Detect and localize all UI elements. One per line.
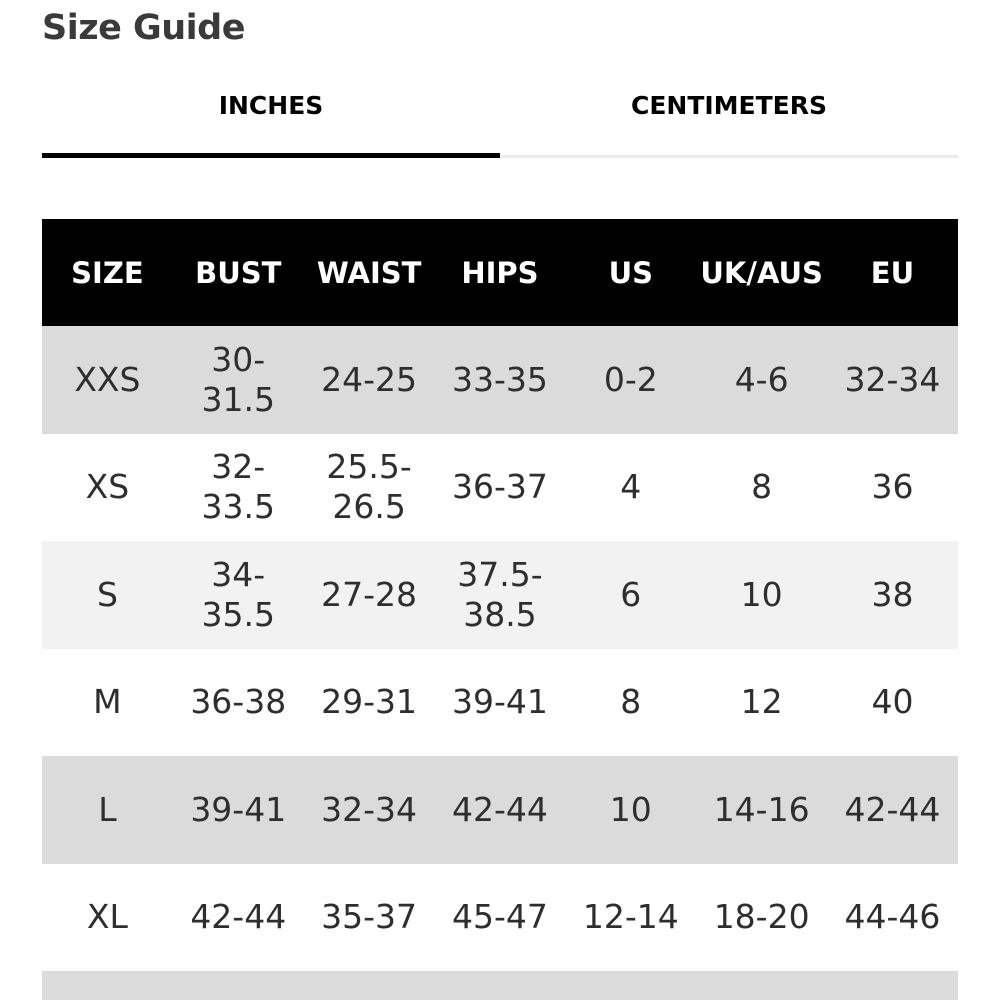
cell-hips: 36-37 [452,467,548,507]
cell-uk-aus: 8 [751,467,773,507]
header-us: US [608,255,654,290]
header-uk-aus: UK/AUS [700,255,823,290]
cell-bust-line: 34- [211,554,266,594]
cell-uk-aus: 10 [740,574,783,614]
tab-inches[interactable] [42,78,500,158]
cell-hips-line: 38.5 [463,594,537,634]
cell-eu: 36 [871,467,914,507]
cell-uk-aus: 14-16 [713,789,810,829]
header-bust: BUST [195,255,282,290]
table-row [42,864,958,972]
cell-hips: 42-44 [452,789,548,829]
unit-tabs [42,78,958,158]
cell-eu: 40 [871,682,914,722]
header-hips: HIPS [461,255,539,290]
cell-waist-line: 26.5 [332,487,406,527]
header-eu: EU [870,255,915,290]
cell-us: 10 [609,789,652,829]
cell-bust-line: 31.5 [201,379,275,419]
table-row [42,326,958,434]
cell-size: XXS [74,359,141,399]
cell-bust [173,326,304,434]
cell-us: 4 [620,467,642,507]
cell-uk-aus: 18-20 [713,897,810,937]
cell-hips: 33-35 [452,359,548,399]
cell-waist: 27-28 [321,574,418,614]
page-title: Size Guide [42,8,245,48]
cell-waist: 32-34 [321,789,418,829]
cell-us: 8 [620,682,642,722]
cell-hips: 45-47 [452,897,548,937]
cell-eu: 32-34 [844,359,941,399]
table-row [42,756,958,864]
cell-us: 6 [620,574,642,614]
cell-eu: 42-44 [844,789,941,829]
tab-inches-label: INCHES [218,91,324,120]
cell-eu: 44-46 [844,897,941,937]
cell-bust [173,541,304,649]
tab-inches-underline [42,153,500,158]
cell-hips-line: 37.5- [457,554,543,594]
cell-waist: 29-31 [321,682,418,722]
cell-bust [173,434,304,542]
table-header-row [42,219,958,326]
cell-bust-line: 35.5 [201,594,275,634]
cell-hips [435,541,566,649]
cell-size: S [96,574,118,614]
header-waist: WAIST [316,255,422,290]
cell-size: L [98,789,117,829]
tab-centimeters[interactable] [500,78,958,158]
cell-bust-line: 32- [211,447,266,487]
cell-size: XS [85,467,130,507]
cell-bust: 36-38 [190,682,287,722]
table-row [42,434,958,542]
cell-waist [304,434,435,542]
cell-bust-line: 33.5 [201,487,275,527]
cell-size: XL [86,897,128,937]
cell-uk-aus: 4-6 [734,359,789,399]
cell-size: M [93,682,122,722]
cell-bust-line: 30- [211,339,266,379]
cell-hips: 39-41 [452,682,548,722]
cell-waist: 24-25 [321,359,418,399]
cell-bust: 39-41 [190,789,287,829]
cell-us: 12-14 [582,897,679,937]
table-row [42,649,958,757]
header-size: SIZE [71,255,144,290]
table-row-partial [42,971,958,1000]
cell-bust: 42-44 [190,897,287,937]
tab-centimeters-underline [500,155,958,158]
cell-uk-aus: 12 [740,682,783,722]
cell-waist: 35-37 [321,897,418,937]
table-row [42,541,958,649]
cell-us: 0-2 [603,359,658,399]
tab-centimeters-label: CENTIMETERS [630,91,828,120]
cell-waist-line: 25.5- [326,447,412,487]
size-table [42,219,958,1000]
cell-eu: 38 [871,574,914,614]
